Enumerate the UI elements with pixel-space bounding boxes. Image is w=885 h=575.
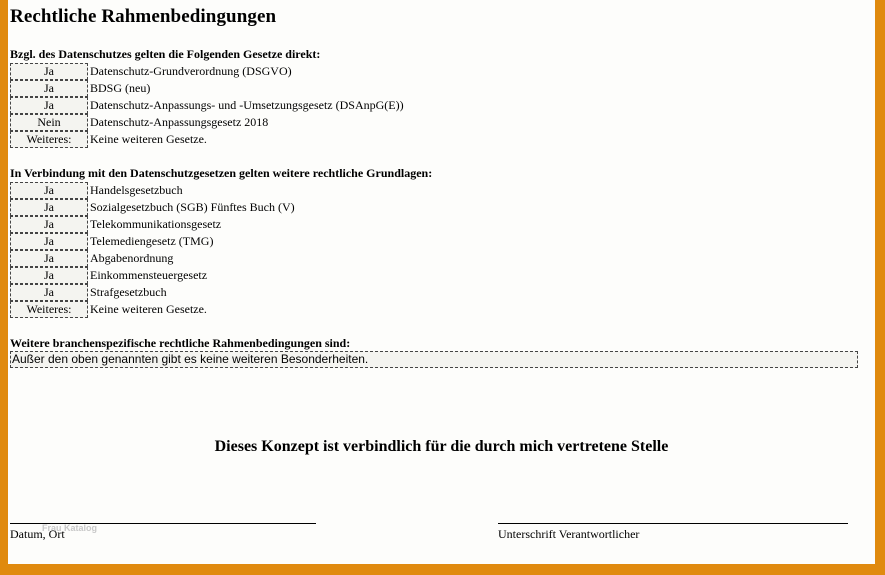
signature-label: Unterschrift Verantwortlicher [498,527,640,541]
section-heading-data-protection: Bzgl. des Datenschutzes gelten die Folgenden Gesetze direkt: [10,47,321,61]
section-heading-industry: Weitere branchenspezifische rechtliche Rahmenbedingungen sind: [10,336,351,350]
date-place-label: Datum, Ort [10,527,65,541]
law-label: Telekommunikationsgesetz [90,217,222,231]
law-label: BDSG (neu) [90,81,151,95]
status-cell[interactable]: Weiteres: [10,131,88,148]
law-label: Datenschutz-Anpassungsgesetz 2018 [90,115,269,129]
watermark-logo: Frau Katalog [42,523,98,533]
status-cell[interactable]: Ja [10,267,88,284]
status-cell[interactable]: Ja [10,199,88,216]
status-cell[interactable]: Ja [10,216,88,233]
signature-line [498,523,848,524]
industry-note-field[interactable]: Außer den oben genannten gibt es keine weiteren Besonderheiten. [10,351,858,368]
status-cell[interactable]: Ja [10,284,88,301]
section-heading-related-laws: In Verbindung mit den Datenschutzgesetzen gelten weitere rechtliche Grundlagen: [10,166,433,180]
law-label: Handelsgesetzbuch [90,183,183,197]
status-cell[interactable]: Ja [10,97,88,114]
law-label: Datenschutz-Anpassungs- und -Umsetzungsgesetz (DSAnpG(E)) [90,98,404,112]
binding-statement: Dieses Konzept ist verbindlich für die durch mich vertretene Stelle [214,438,669,455]
document-sheet [8,0,875,564]
law-label: Keine weiteren Gesetze. [90,132,207,146]
law-label: Abgabenordnung [90,251,174,265]
law-label: Einkommensteuergesetz [90,268,208,282]
law-label: Datenschutz-Grundverordnung (DSGVO) [90,64,292,78]
status-cell[interactable]: Ja [10,182,88,199]
page-title: Rechtliche Rahmenbedingungen [10,6,277,27]
law-label: Sozialgesetzbuch (SGB) Fünftes Buch (V) [90,200,295,214]
status-cell[interactable]: Ja [10,80,88,97]
status-cell[interactable]: Ja [10,250,88,267]
law-label: Keine weiteren Gesetze. [90,302,207,316]
law-label: Telemediengesetz (TMG) [90,234,214,248]
status-cell[interactable]: Nein [10,114,88,131]
law-label: Strafgesetzbuch [90,285,167,299]
status-cell[interactable]: Ja [10,63,88,80]
status-cell[interactable]: Ja [10,233,88,250]
status-cell[interactable]: Weiteres: [10,301,88,318]
